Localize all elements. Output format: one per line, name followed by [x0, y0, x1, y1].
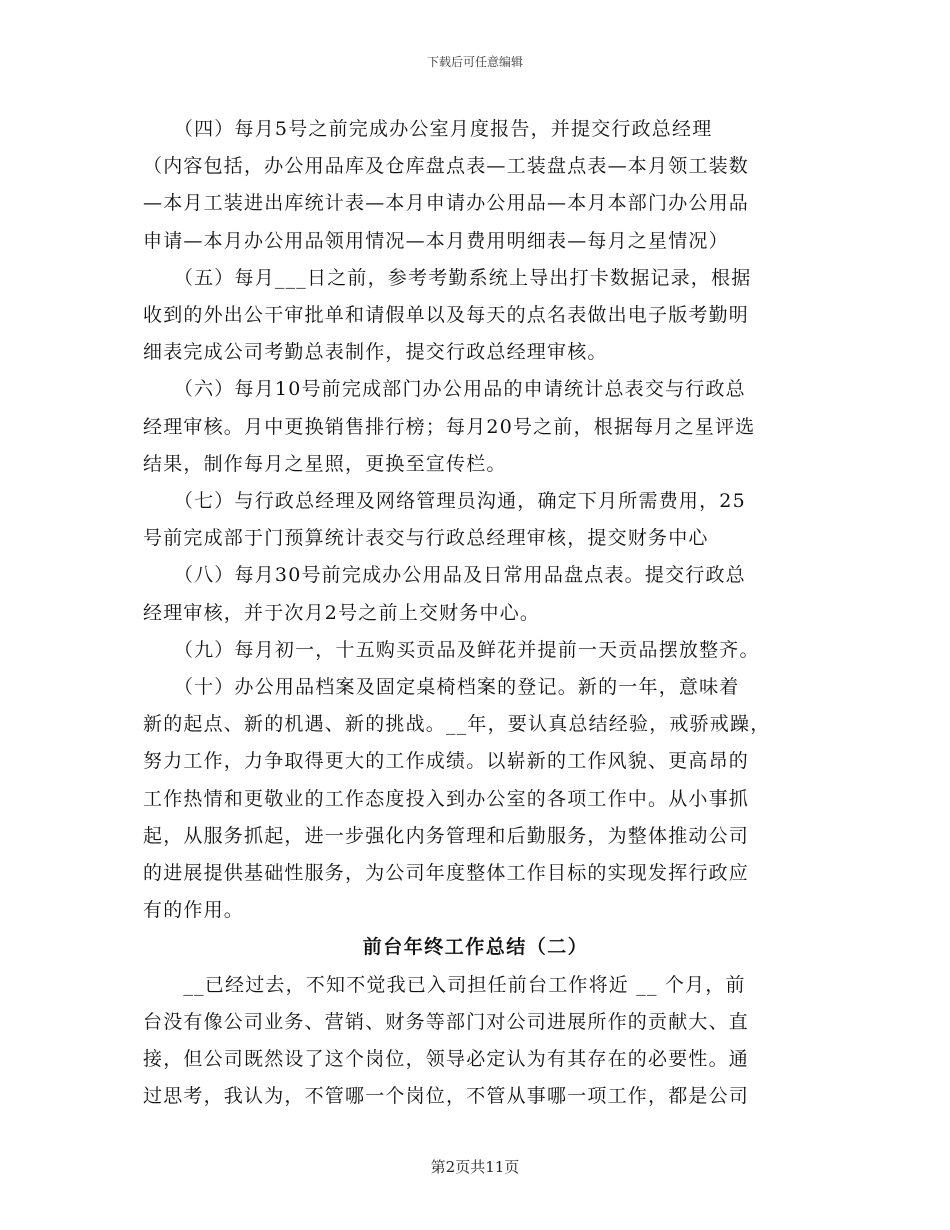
text-line: （七）与行政总经理及网络管理员沟通，确定下月所需费用，25	[143, 490, 746, 513]
text-line: 台没有像公司业务、营销、财务等部门对公司进展所作的贡献大、直	[143, 1010, 750, 1033]
text-line: 的进展提供基础性服务，为公司年度整体工作目标的实现发挥行政应	[143, 862, 750, 885]
paragraph-item-10	[143, 669, 808, 929]
section-title: 前台年终工作总结（二）	[362, 936, 589, 959]
paragraph-item-8	[143, 557, 808, 631]
text-line: 接，但公司既然设了这个岗位，领导必定认为有其存在的必要性。通	[143, 1048, 750, 1071]
paragraph-item-5	[143, 260, 808, 372]
text-line: 努力工作，力争取得更大的工作成绩。以崭新的工作风貌、更高昂的	[143, 750, 750, 773]
text-line: 经理审核。月中更换销售排行榜；每月20号之前，根据每月之星评选	[143, 415, 756, 438]
text-line: （五）每月___日之前，参考考勤系统上导出打卡数据记录，根据	[143, 266, 752, 289]
text-line: 经理审核，并于次月2号之前上交财务中心。	[143, 601, 541, 624]
text-line: __已经过去，不知不觉我已入司担任前台工作将近 __ 个月，前	[143, 973, 746, 996]
page-header: 下载后可任意编辑	[426, 55, 523, 69]
page-footer: 第2页共11页	[430, 1158, 520, 1176]
paragraph-item-9	[143, 632, 808, 669]
section-paragraph	[143, 967, 808, 1116]
paragraph-item-6	[143, 371, 808, 483]
text-line: 工作热情和更敬业的工作态度投入到办公室的各项工作中。从小事抓	[143, 787, 750, 810]
text-line: （六）每月10号前完成部门办公用品的申请统计总表交与行政总	[143, 378, 746, 401]
text-line: 收到的外出公干审批单和请假单以及每天的点名表做出电子版考勤明	[143, 304, 750, 327]
text-line: 过思考，我认为，不管哪一个岗位，不管从事哪一项工作，都是公司	[143, 1085, 750, 1108]
paragraph-item-4	[143, 111, 808, 260]
text-line: （四）每月5号之前完成办公室月度报告，并提交行政总经理	[143, 118, 713, 140]
text-line: 起，从服务抓起，进一步强化内务管理和后勤服务，为整体推动公司	[143, 824, 750, 847]
text-line: 结果，制作每月之星照，更换至宣传栏。	[143, 452, 507, 475]
text-line: （十）办公用品档案及固定桌椅档案的登记。新的一年，意味着	[143, 676, 740, 699]
text-line: —本月工装进出库统计表—本月申请办公用品—本月本部门办公用品	[143, 192, 750, 215]
text-line: 申请—本月办公用品领用情况—本月费用明细表—每月之星情况）	[143, 229, 729, 252]
text-line: （内容包括，办公用品库及仓库盘点表—工装盘点表—本月领工装数	[143, 155, 750, 178]
text-line: （九）每月初一，十五购买贡品及鲜花并提前一天贡品摆放整齐。	[143, 638, 760, 661]
text-line: 新的起点、新的机遇、新的挑战。__年，要认真总结经验，戒骄戒躁，	[143, 713, 771, 736]
text-line: 细表完成公司考勤总表制作，提交行政总经理审核。	[143, 341, 608, 364]
document-body	[143, 111, 808, 1115]
text-line: 号前完成部于门预算统计表交与行政总经理审核，提交财务中心	[143, 527, 709, 550]
paragraph-item-7	[143, 483, 808, 557]
text-line: 有的作用。	[143, 899, 245, 922]
text-line: （八）每月30号前完成办公用品及日常用品盘点表。提交行政总	[143, 564, 746, 587]
